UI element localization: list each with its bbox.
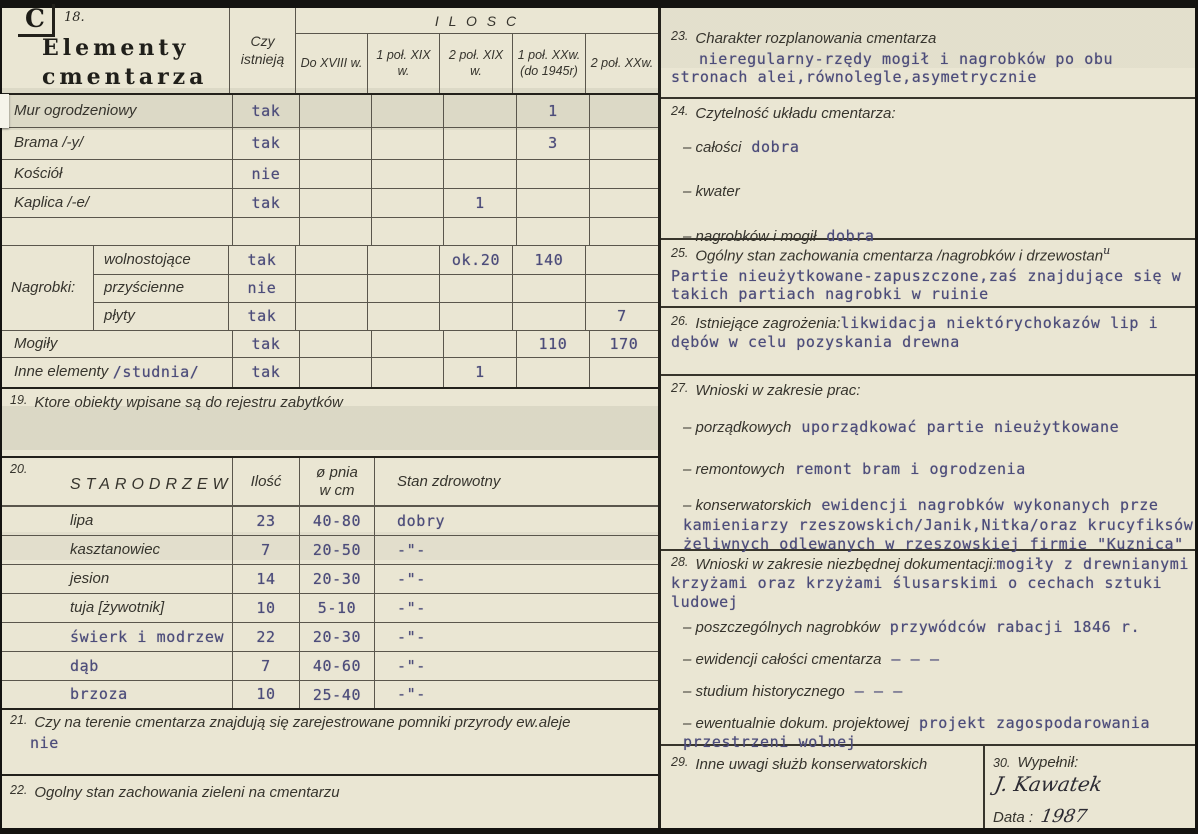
- table-row-przyscienne: [94, 275, 658, 303]
- period-header: Do XVIII w.: [296, 34, 368, 93]
- element-label: Inne elementy /studnia/: [2, 358, 233, 387]
- section-23: [661, 8, 1195, 99]
- period-value: [590, 160, 658, 188]
- tree-row-kasztanowiec: [2, 536, 658, 565]
- exists-value: tak: [233, 358, 300, 387]
- tree-condition: dobry: [397, 511, 446, 530]
- period-value: 1: [444, 189, 517, 217]
- period-value: [372, 95, 444, 127]
- section-number: 23.: [671, 29, 689, 43]
- quantity-header: I L O S C: [296, 8, 658, 34]
- tree-name: dąb: [2, 652, 233, 680]
- handwritten-correction: u: [1103, 244, 1111, 257]
- section-answer: nieregularny-rzędy mogił i nagrobków po obu stronach alei,równolegle,asymetrycznie: [671, 49, 1114, 87]
- section-number: 29.: [671, 754, 689, 769]
- section-29: [661, 746, 983, 829]
- section-21: [2, 710, 658, 776]
- condition-column-header: Stan zdrowotny: [397, 473, 501, 490]
- section-number: 25.: [671, 246, 689, 261]
- exists-value: tak: [233, 95, 300, 127]
- period-value: [440, 275, 513, 302]
- tree-row-lipa: [2, 507, 658, 536]
- section-26: [661, 308, 1195, 376]
- section-question: Wnioski w zakresie niezbędnej dokumentacji:: [695, 555, 997, 573]
- period-value: [300, 189, 372, 217]
- nagrobki-group: [2, 246, 658, 331]
- period-value: [296, 303, 368, 330]
- period-value: [372, 358, 444, 387]
- tree-count: 10: [233, 681, 300, 708]
- starodrzew-title-cell: [2, 458, 233, 505]
- section-number: 19.: [10, 393, 28, 407]
- starodrzew-title: STARODRZEW: [70, 476, 233, 493]
- table-row-plyty: [94, 303, 658, 330]
- section-number: 24.: [671, 104, 689, 118]
- section-answer: mogiły z drewnianymi krzyżami oraz krzyżami ślusarskimi o cechach sztuki ludowej: [671, 554, 1189, 612]
- table-row-wolnostojace: [94, 246, 658, 275]
- elements-title-cell: [2, 4, 230, 93]
- section-question: Czy na terenie cmentarza znajdują się zarejestrowane pomniki przyrody ew.aleje: [34, 714, 571, 731]
- period-value: [513, 303, 586, 330]
- empty-cell: [590, 218, 658, 245]
- period-value: [440, 303, 513, 330]
- section-28: [661, 551, 1195, 752]
- tree-condition: -"-: [397, 569, 426, 588]
- tree-name: brzoza: [2, 681, 233, 708]
- works-item: – porządkowych uporządkować partie nieużytkowane: [683, 418, 1120, 437]
- table-row-mur: [2, 95, 658, 128]
- date-value: 1987: [1039, 806, 1090, 828]
- filled-by-label: Wypełnił:: [1017, 753, 1079, 771]
- period-value: [517, 358, 590, 387]
- empty-cell: [233, 218, 300, 245]
- tree-diameter: 20-30: [300, 565, 375, 593]
- period-header: 2 poł. XXw.: [590, 55, 654, 70]
- tree-row-swierk: [2, 623, 658, 652]
- tree-name: tuja [żywotnik]: [2, 594, 233, 622]
- period-value: [444, 95, 517, 127]
- works-item: – remontowych remont bram i ogrodzenia: [683, 460, 1026, 478]
- element-label: Mogiły: [2, 331, 233, 357]
- period-value: ok.20: [440, 246, 513, 274]
- section-answer: Partie nieużytkowane-zapuszczone,zaś znajdujące się w takich partiach nagrobki w ruinie: [671, 267, 1182, 304]
- period-value: [590, 358, 658, 387]
- period-value: [444, 160, 517, 188]
- item-number-18: 18.: [64, 10, 85, 25]
- exists-value: tak: [229, 246, 296, 274]
- section-number: 28.: [671, 554, 689, 569]
- period-value: 3: [517, 128, 590, 159]
- tree-row-dab: [2, 652, 658, 681]
- section-number: 30.: [993, 755, 1011, 770]
- section-question: Wnioski w zakresie prac:: [695, 381, 861, 399]
- section-question: Istniejące zagrożenia:: [695, 314, 841, 332]
- element-sublabel: przyścienne: [94, 275, 229, 302]
- section-question: Charakter rozplanowania cmentarza: [695, 30, 937, 47]
- empty-cell: [372, 218, 444, 245]
- period-value: [368, 303, 440, 330]
- date-line: [993, 806, 1191, 828]
- period-value: 170: [609, 334, 639, 353]
- starodrzew-header: [2, 458, 658, 507]
- period-value: [590, 128, 658, 159]
- tree-condition: -"-: [397, 627, 426, 646]
- exists-column-header: Czy istnieją: [230, 8, 296, 93]
- left-panel: [2, 4, 661, 828]
- exists-value: tak: [233, 331, 300, 357]
- section-24-items: [671, 138, 1189, 247]
- table-row-kaplica: [2, 189, 658, 218]
- period-value: [300, 95, 372, 127]
- period-value: [590, 189, 658, 217]
- period-value: [513, 275, 586, 302]
- period-value: [586, 246, 658, 274]
- diameter-column-header: ø pnia w cm: [300, 458, 375, 505]
- elements-table-title: Elementy cmentarza: [42, 35, 208, 90]
- typed-note: /studnia/: [112, 363, 200, 382]
- period-value: [590, 95, 658, 127]
- tree-row-brzoza: [2, 681, 658, 710]
- section-19: [2, 389, 658, 458]
- period-value: [300, 160, 372, 188]
- cemetery-record-card: [2, 4, 1195, 828]
- section-question: Ktore obiekty wpisane są do rejestru zabytków: [34, 394, 343, 411]
- tree-row-jesion: [2, 565, 658, 594]
- empty-cell: [444, 218, 517, 245]
- element-label: Kaplica /-e/: [2, 189, 233, 217]
- tree-count: 10: [233, 594, 300, 622]
- section-number: 22.: [10, 783, 28, 797]
- period-value: 1: [517, 95, 590, 127]
- nagrobki-rows: [94, 246, 658, 330]
- empty-cell: [2, 218, 233, 245]
- count-column-header: Ilość: [233, 458, 300, 505]
- table-row-kosciol: [2, 160, 658, 189]
- signature: J. Kawatek: [992, 772, 1105, 797]
- documentation-item: – ewidencji całości cmentarza – – –: [683, 650, 940, 668]
- tree-diameter: 20-30: [300, 623, 375, 651]
- quantity-columns: [296, 8, 658, 93]
- period-value: [300, 128, 372, 159]
- date-label: Data :: [993, 809, 1034, 827]
- tree-condition: -"-: [397, 685, 426, 704]
- section-22: [2, 776, 658, 828]
- tree-name: kasztanowiec: [2, 536, 233, 564]
- period-header: 1 poł. XIX w.: [368, 34, 440, 93]
- period-header: 2 poł. XIX w.: [440, 34, 513, 93]
- edge-tab: [0, 94, 9, 128]
- section-question: Ogolny stan zachowania zieleni na cmentarzu: [34, 784, 340, 801]
- period-value: [517, 189, 590, 217]
- period-value: [368, 246, 440, 274]
- tree-name: lipa: [2, 507, 233, 535]
- tree-count: 23: [233, 507, 300, 535]
- nagrobki-group-label: Nagrobki:: [2, 246, 94, 330]
- exists-value: tak: [233, 128, 300, 159]
- period-header: 1 poł. XXw. (do 1945r): [513, 34, 586, 93]
- section-answer: nie: [30, 733, 59, 752]
- readability-item: – kwater: [683, 182, 740, 200]
- period-value: [444, 128, 517, 159]
- works-item: – konserwatorskich ewidencji nagrobków wykonanych prze kamieniarzy rzeszowskich/Janik,Nitka/oraz krucyfiksów żeliwnych odlewanych w rzeszowskiej firmie "Kuznica": [683, 495, 1194, 553]
- element-sublabel: wolnostojące: [94, 246, 229, 274]
- period-value: [296, 275, 368, 302]
- element-label: Kościół: [2, 160, 233, 188]
- period-value: 110: [517, 331, 590, 357]
- period-value: [300, 331, 372, 357]
- tree-condition: -"-: [397, 656, 426, 675]
- empty-cell: [300, 218, 372, 245]
- period-value: [517, 160, 590, 188]
- tree-count: 14: [233, 565, 300, 593]
- readability-item: – całości dobra: [683, 137, 800, 156]
- period-headers: [296, 34, 658, 93]
- period-value: 140: [513, 246, 586, 274]
- table-row-empty: [2, 218, 658, 246]
- period-value: [368, 275, 440, 302]
- tree-diameter: 40-80: [300, 507, 375, 535]
- starodrzew-table: [2, 458, 658, 710]
- tree-row-tuja: [2, 594, 658, 623]
- period-value: [372, 160, 444, 188]
- period-value: [300, 358, 372, 387]
- section-27: [661, 376, 1195, 551]
- tree-count: 22: [233, 623, 300, 651]
- element-label: Brama /-y/: [2, 128, 233, 159]
- tree-name: jesion: [2, 565, 233, 593]
- period-value: 7: [617, 307, 627, 326]
- right-panel: [661, 8, 1195, 828]
- element-label: Mur ogrodzeniowy: [2, 95, 233, 127]
- tree-diameter: 40-60: [300, 652, 375, 680]
- period-value: [372, 189, 444, 217]
- documentation-item: – studium historycznego – – –: [683, 681, 903, 700]
- element-sublabel: płyty: [94, 303, 229, 330]
- section-question: Inne uwagi służb konserwatorskich: [695, 755, 928, 773]
- period-value: [372, 128, 444, 159]
- table-row-mogily: [2, 331, 658, 358]
- period-value: 1: [444, 358, 517, 387]
- section-question: Czytelność układu cmentarza:: [695, 105, 896, 122]
- empty-cell: [517, 218, 590, 245]
- elements-table-header: [2, 4, 658, 95]
- section-question: Ogólny stan zachowania cmentarza /nagrobków i drzewostan: [695, 247, 1104, 265]
- table-row-brama: [2, 128, 658, 160]
- documentation-item: – ewentualnie dokum. projektowej projekt zagospodarowania przestrzeni wolnej: [683, 713, 1151, 752]
- exists-value: tak: [233, 189, 300, 217]
- tree-count: 7: [233, 652, 300, 680]
- card-section-letter: C: [18, 4, 55, 37]
- tree-condition: -"-: [397, 540, 426, 559]
- section-number: 21.: [10, 713, 28, 727]
- exists-value: nie: [233, 160, 300, 188]
- tree-diameter: 25-40: [300, 681, 375, 708]
- section-number: 27.: [671, 380, 689, 395]
- tree-diameter: 20-50: [300, 536, 375, 564]
- section-27-items: [671, 418, 1194, 553]
- filled-by-line: [993, 754, 1191, 797]
- tree-count: 7: [233, 536, 300, 564]
- tree-condition: -"-: [397, 598, 426, 617]
- exists-value: nie: [229, 275, 296, 302]
- section-28-items: [671, 618, 1189, 752]
- exists-value: tak: [229, 303, 296, 330]
- section-29-30-row: [661, 746, 1195, 829]
- table-row-inne-elementy: [2, 358, 658, 387]
- period-value: [586, 275, 658, 302]
- period-value: [296, 246, 368, 274]
- section-30: [983, 746, 1195, 829]
- readability-item: – nagrobków i mogił dobra: [683, 227, 875, 246]
- section-number: 26.: [671, 313, 689, 328]
- section-24: [661, 99, 1195, 246]
- elements-table: [2, 4, 658, 389]
- period-value: [372, 331, 444, 357]
- tree-diameter: 5-10: [300, 594, 375, 622]
- tree-name: świerk i modrzew: [2, 623, 233, 651]
- period-value: [444, 331, 517, 357]
- section-25: [661, 240, 1195, 308]
- section-answer: likwidacja niektórychokazów lip i dębów w celu pozyskania drewna: [671, 313, 1159, 352]
- section-number: 20.: [10, 462, 28, 476]
- documentation-item: – poszczególnych nagrobków przywódców rabacji 1846 r.: [683, 618, 1141, 637]
